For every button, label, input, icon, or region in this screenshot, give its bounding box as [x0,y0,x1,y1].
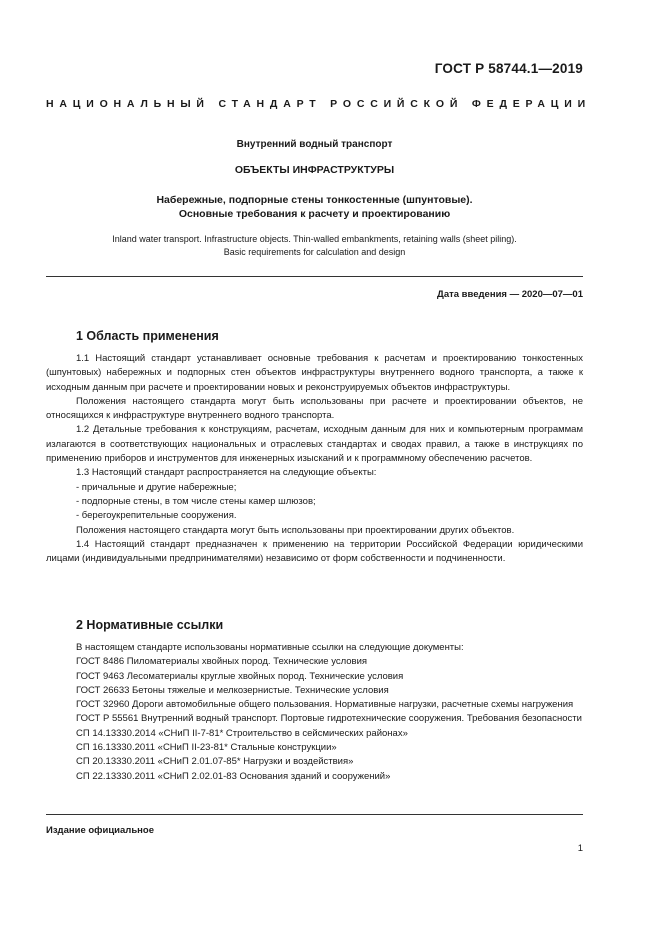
divider-top [46,276,583,277]
reference-item: СП 20.13330.2011 «СНиП 2.01.07-85* Нагрузки и воздействия» [76,756,354,768]
list-item: - причальные и другие набережные; [76,481,237,493]
section-1-title: 1 Область применения [76,329,219,343]
section-1-body [46,352,583,566]
title-english-line1: Inland water transport. Infrastructure objects. Thin-walled embankments, retaining walls (sheet piling). [112,234,517,244]
section-2-title: 2 Нормативные ссылки [76,618,224,632]
reference-item: ГОСТ 32960 Дороги автомобильные общего пользования. Нормативные нагрузки, расчетные схемы нагружения [76,699,574,711]
paragraph: 1.1 Настоящий стандарт устанавливает основные требования к расчетам и проектированию тонкостенных (шпунтовых) набережных и подпорных стен объектов инфраструктуры внутреннего водного транспорта, а также к исходным данным при расчете и проектировании новых и реконструируемых объектов инфраструктуры. [46,353,583,393]
edition-label: Издание официальное [46,825,154,836]
title-subject: Внутренний водный транспорт [236,139,393,150]
paragraph: 1.3 Настоящий стандарт распространяется на следующие объекты: [76,467,377,479]
standard-number: ГОСТ Р 58744.1—2019 [434,61,583,76]
divider-bottom [46,814,583,815]
national-standard-heading: НАЦИОНАЛЬНЫЙ СТАНДАРТ РОССИЙСКОЙ ФЕДЕРАЦИИ [46,98,591,110]
paragraph: Положения настоящего стандарта могут быть использованы при проектировании других объектов. [76,524,515,536]
title-main: ОБЪЕКТЫ ИНФРАСТРУКТУРЫ [234,164,395,176]
page-number: 1 [577,843,583,854]
reference-item: СП 22.13330.2011 «СНиП 2.02.01-83 Основания зданий и сооружений» [76,770,391,782]
intro-date: Дата введения — 2020—07—01 [437,289,583,300]
title-specific-line2: Основные требования к расчету и проектированию [178,208,451,220]
section-2-body [46,641,583,784]
title-english [46,233,583,259]
reference-item: СП 14.13330.2014 «СНиП II-7-81* Строительство в сейсмических районах» [76,727,408,739]
paragraph: 1.2 Детальные требования к конструкциям, расчетам, исходным данным для них и компьютерным программам излагаются в соответствующих национальных и отраслевых стандартах и сводах правил, а также в инструкциях по применению приборов и инструментов для инженерных изысканий и к программному обеспечению расчетов. [46,424,583,465]
paragraph: В настоящем стандарте использованы нормативные ссылки на следующие документы: [76,642,464,653]
title-english-line2: Basic requirements for calculation and design [223,247,406,257]
title-specific [46,193,583,221]
reference-item: ГОСТ 8486 Пиломатериалы хвойных пород. Технические условия [76,656,368,668]
reference-item: ГОСТ 9463 Лесоматериалы круглые хвойных пород. Технические условия [76,670,404,682]
reference-item: ГОСТ Р 55561 Внутренний водный транспорт. Портовые гидротехнические сооружения. Требования безопасности [76,713,582,725]
paragraph: 1.4 Настоящий стандарт предназначен к применению на территории Российской Федерации юридическими лицами (индивидуальными предпринимателями) независимо от форм собственности и подчиненности. [46,538,583,565]
list-item: - подпорные стены, в том числе стены камер шлюзов; [76,495,316,507]
title-specific-line1: Набережные, подпорные стены тонкостенные (шпунтовые). [156,194,473,206]
reference-item: СП 16.13330.2011 «СНиП II-23-81* Стальные конструкции» [76,742,337,754]
list-item: - берегоукрепительные сооружения. [76,510,237,522]
reference-item: ГОСТ 26633 Бетоны тяжелые и мелкозернистые. Технические условия [76,684,389,696]
paragraph: Положения настоящего стандарта могут быть использованы при расчете и проектировании объектов, не относящихся к инфраструктуре внутреннего водного транспорта. [46,395,583,422]
